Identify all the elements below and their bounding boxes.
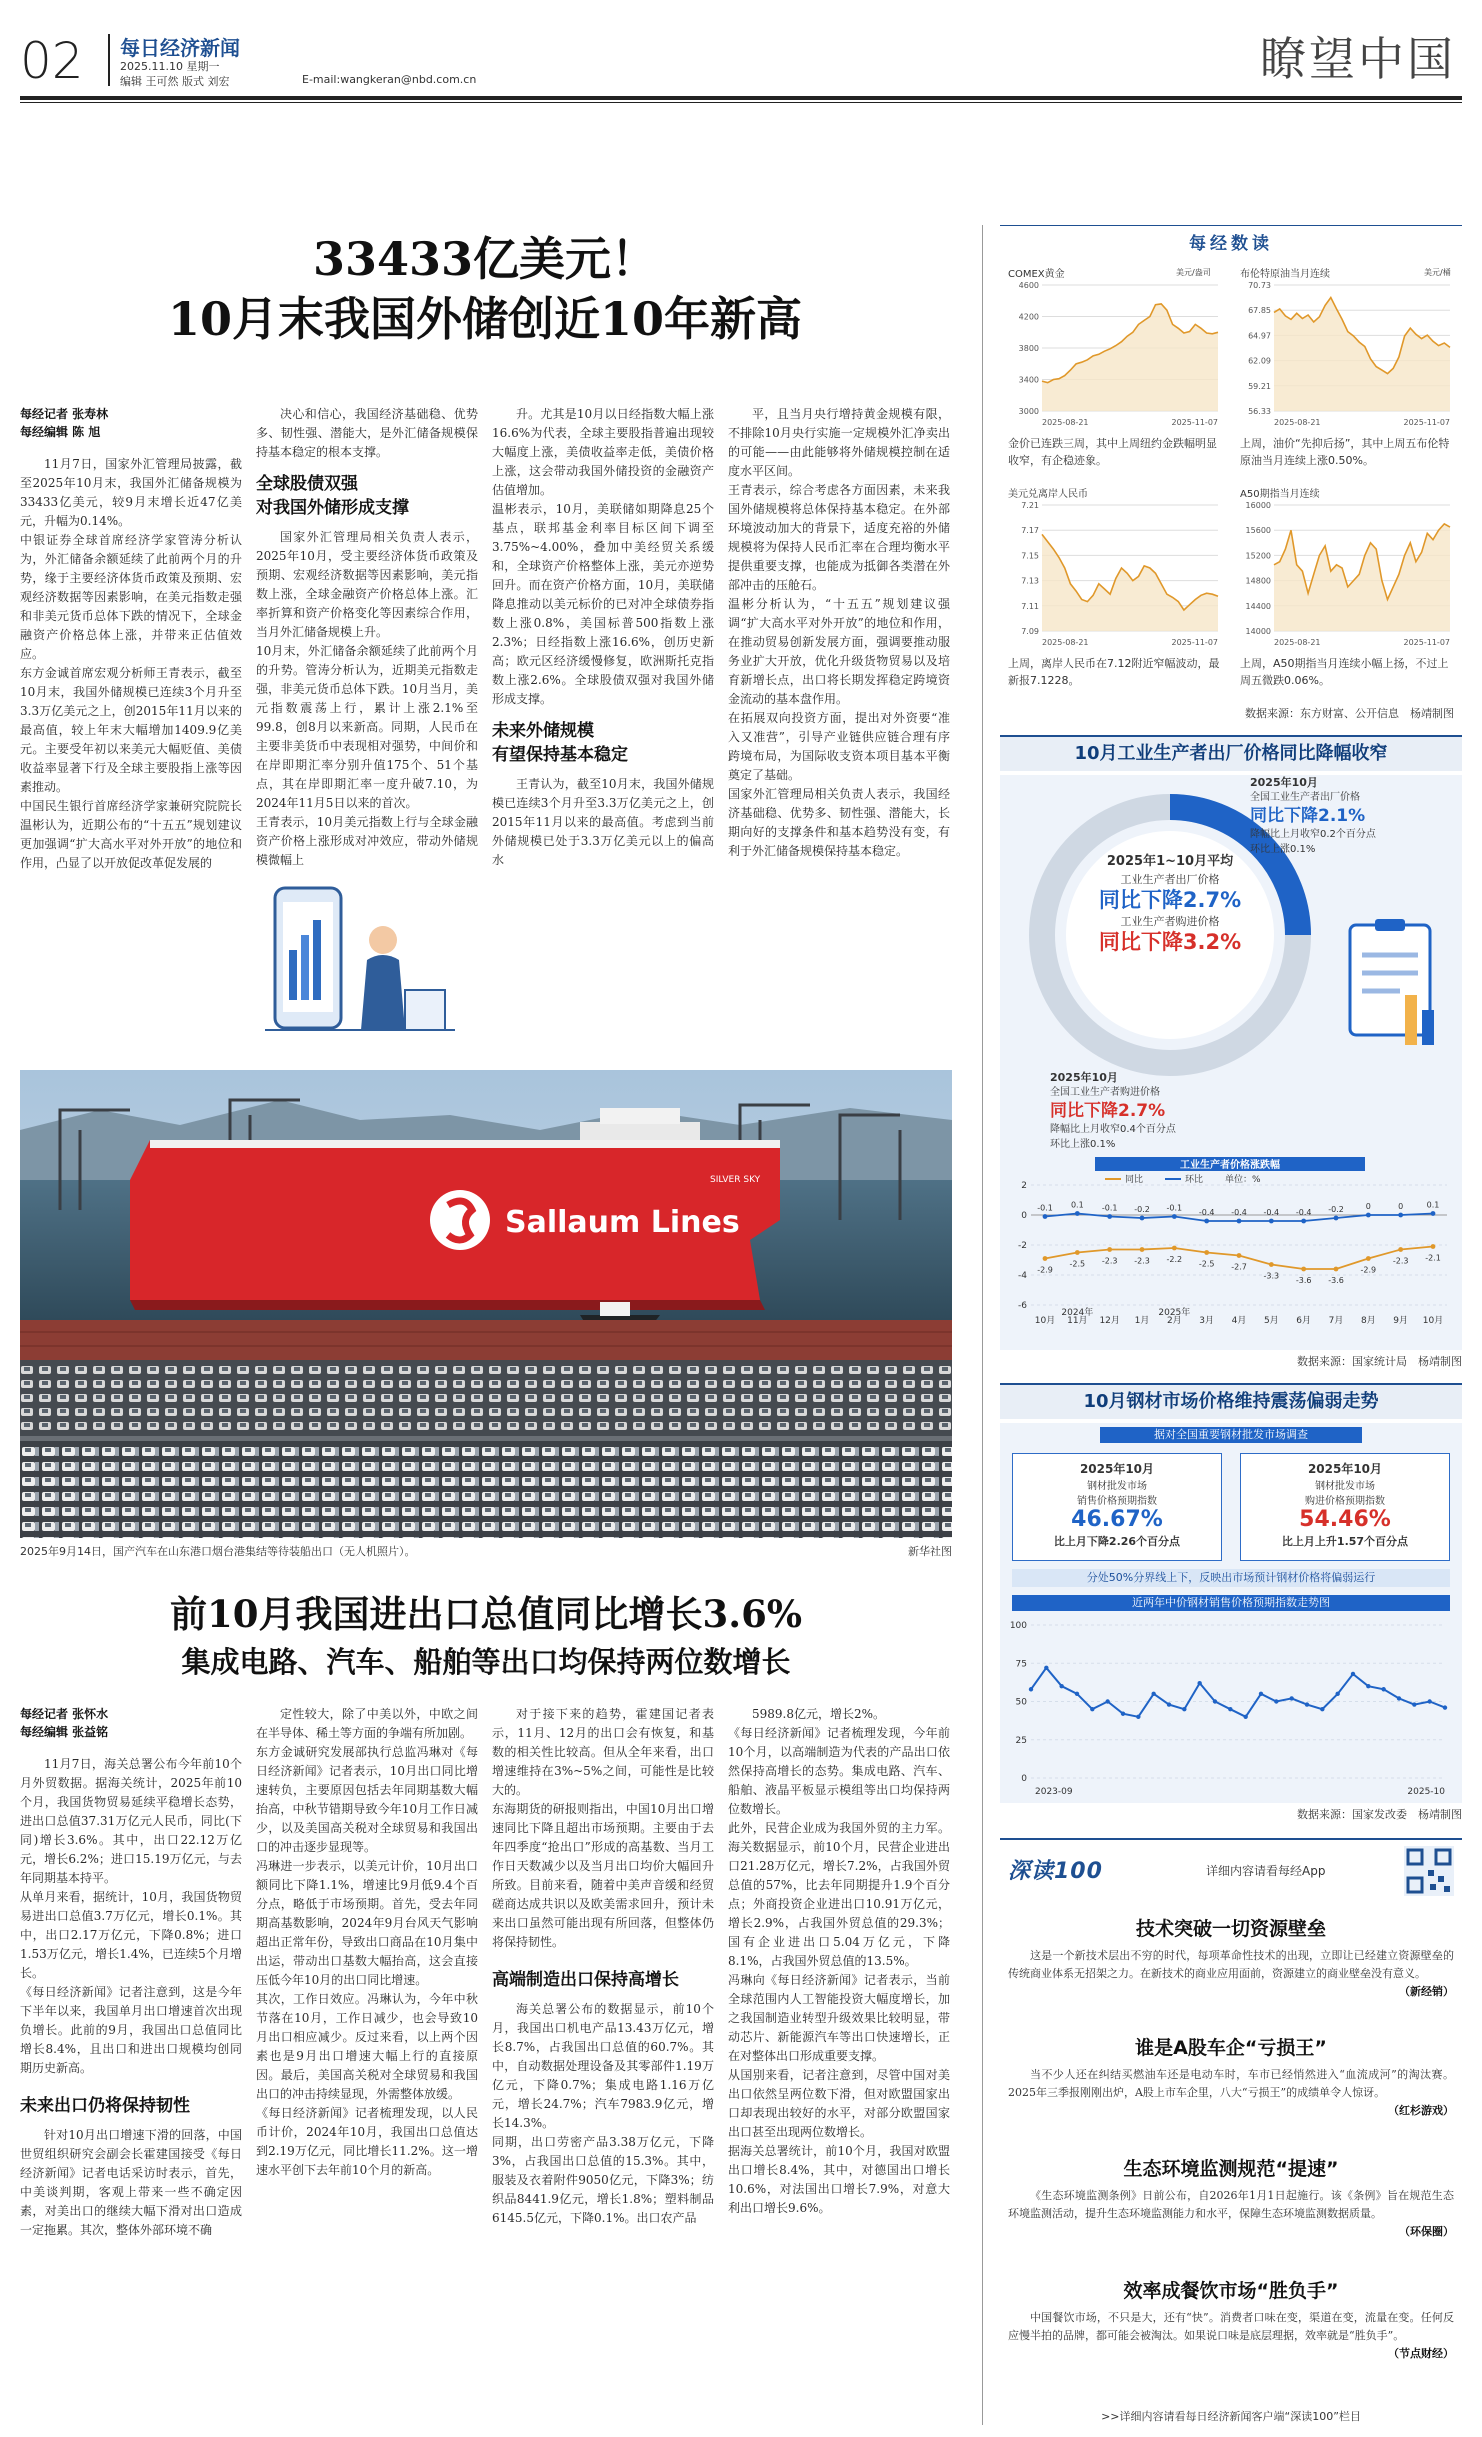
article1-col4 [728,405,950,1045]
ppi-center-title: 2025年1~10月平均 [1106,854,1234,869]
x-tick-label: 2025-11-07 [1403,418,1450,427]
data-point [1204,1219,1209,1224]
article1-headline [20,230,950,350]
y-tick-label: 2 [1021,1181,1027,1191]
x-tick-label: 2025-11-07 [1403,638,1450,647]
y-tick-label: 7.13 [1021,576,1039,586]
shendu-item-text: 当不少人还在纠结买燃油车还是电动车时，车市已经悄然进入“血流成河”的淘汰赛。2025年三季报刚刚出炉，A股上市车企里，八大“亏损王”的成绩单令人惊讶。 [1008,2068,1454,2099]
data-label: -0.2 [1328,1205,1344,1214]
y-tick-label: 14400 [1245,601,1271,611]
y-tick-label: 3800 [1018,344,1039,353]
x-tick-label: 2025-08-21 [1274,638,1321,647]
data-panel-top-rule [1000,225,1462,226]
data-point [1431,1211,1436,1216]
steel-trend-chart [1005,1615,1457,1800]
steel-box1-value: 46.67% [1071,1507,1163,1532]
ppi-box1-value: 同比下降2.1% [1250,806,1366,826]
y-tick-label: 50 [1015,1697,1027,1708]
steel-box2-foot: 比上月上升1.57个百分点 [1281,1535,1409,1548]
x-tick-label: 2月 [1166,1316,1182,1326]
y-tick-label: 59.21 [1248,381,1271,391]
x-tick-label: 2023-09 [1035,1787,1073,1797]
data-point [1351,1672,1355,1676]
data-label: -2.5 [1069,1259,1086,1269]
steel-trend-title: 近两年中价钢材销售价格预期指数走势图 [1012,1595,1450,1611]
data-point [1431,1244,1436,1249]
legend-label: 同比 [1125,1175,1144,1185]
data-point [1237,1253,1242,1258]
data-label: -3.3 [1263,1271,1280,1281]
ship-hull-label: SILVER SKY [710,1175,761,1185]
data-label: -2.3 [1101,1256,1118,1266]
x-tick-label: 12月 [1099,1316,1120,1326]
data-point [1043,1214,1048,1219]
y-tick-label: 7.11 [1021,601,1039,611]
x-tick-label: 5月 [1263,1316,1279,1326]
data-point [1289,1696,1293,1700]
data-point [1366,1256,1371,1261]
ppi-banner: 10月工业生产者出厂价格同比降幅收窄 [1000,735,1462,771]
ppi-box2-value: 同比下降2.7% [1050,1101,1166,1121]
article2-headline-line2: 集成电路、汽车、船舶等出口均保持两位数增长 [181,1645,791,1679]
article2-subhead2: 高端制造出口保持高增长 [492,1970,679,1990]
ppi-source: 数据来源：国家统计局 杨靖制图 [1297,1355,1462,1368]
y-tick-label: -6 [1018,1301,1027,1311]
data-point [1228,1707,1232,1711]
x-tick-label: 1月 [1134,1316,1150,1326]
data-point [1259,1692,1263,1696]
usdcny-chart [1008,499,1222,649]
shendu-item-title: 生态环境监测规范“提速” [1123,2158,1339,2180]
data-point [1172,1246,1177,1251]
page-header [20,30,1462,92]
data-point [1443,1705,1447,1709]
data-point [1105,1699,1109,1703]
article2-col4-text: 5989.8亿元，增长2%。 《每日经济新闻》记者梳理发现，今年前10个月，以高端制造为代表的产品出口依然保持高增长的态势。集成电路、汽车、船舶、液晶平板显示模组等出口均保持两位数增长。 此外，民营企业成为我国外贸的主力军。海关数据显示，前10个月，民营企业进出口21.28万亿元，增长7.2%，占我国外贸总值的57%，比去年同期提升1.9个百分点；外商投资企业进出口10.91万亿元，增长2.9%，占我国外贸总值的29.3%；国有企业进出口5.04万亿元，下降8.1%，占我国外贸总值的13.5%。 冯琳向《每日经济新闻》记者表示，当前全球范围内人工智能投资大幅度增长，加之我国制造业转型升级效果比较明显，带动芯片、新能源汽车等出口快速增长，正在对整体出口形成重要支撑。 从国别来看，记者注意到，尽管中国对美出口依然呈两位数下滑，但对欧盟国家出口却表现出较好的水平，对部分欧盟国家出口甚至出现两位数增长。 据海关总署统计，前10个月，我国对欧盟出口增长8.4%，其中，对德国出口增长10.6%，对法国出口增长7.9%，对意大利出口增长9.6%。 [728,1707,950,2215]
y-tick-label: 100 [1009,1621,1027,1631]
data-label: -0.1 [1101,1203,1118,1213]
y-tick-label: 70.73 [1248,281,1271,290]
ppi-box2-note2: 环比上涨0.1% [1050,1139,1116,1150]
steel-survey-bar: 据对全国重要钢材批发市场调查 [1100,1427,1362,1443]
comex-chart-note: 金价已连跌三周，其中上周纽约金跌幅明显收窄，有企稳迹象。 [1008,437,1217,467]
chart-title: 工业生产者价格涨跌幅 [1180,1160,1280,1171]
period-label: 2025年 [1158,1308,1191,1318]
ppi-box2-title: 2025年10月 [1050,1071,1118,1084]
ppi-box1-note2: 环比上涨0.1% [1250,844,1316,855]
brent-chart-note: 上周，油价“先抑后扬”，其中上周五布伦特原油当月连续上涨0.50%。 [1240,437,1450,467]
shendu-top-rule [1000,1838,1462,1840]
steel-box2-value: 54.46% [1299,1507,1391,1532]
article2-col1-text: 11月7日，海关总署公布今年前10个月外贸数据。据海关统计，2025年前10个月，我国货物贸易延续平稳增长态势，进出口总值37.31万亿元人民币，同比(下同)增长3.6%。其中，出口22.12万亿元，增长6.2%；进口15.19万亿元，与去年同期基本持平。 从单月来看，据统计，10月，我国货物贸易进出口总值3.7万亿元，增长0.1%。其中，出口2.17万亿元，下降0.8%；进口1.53万亿元，增长1.4%，已连续5个月增长。 《每日经济新闻》记者注意到，这是今年下半年以来，我国单月出口增速首次出现负增长。此前的9月，我国出口总值同比增长8.4%，且出口和进出口规模均创同期历史新高。 [20,1757,242,2075]
article2-col2 [256,1705,478,2430]
ppi-box1-note1: 降幅比上月收窄0.2个百分点 [1250,829,1376,840]
x-tick-label: 2025-08-21 [1274,418,1321,427]
article1-col2-text-b: 国家外汇管理局相关负责人表示，2025年10月，受主要经济体货币政策及预期、宏观经济数据等因素影响，美元指数上涨，全球金融资产价格总体上涨。汇率折算和资产价格变化等因素综合作用，当月外汇储备规模上升。 10月末，外汇储备余额延续了此前两个月的升势。管涛分析认为，近期美元指数走强，非美元货币总体下跌。10月当月，美元指数震荡上行，累计上涨2.1%至99.8，创8月以来新高。同期，人民币在主要非美货币中表现相对强势，中间价和在岸即期汇率分别升值175个、51个基点，其在岸即期汇率一度升破7.10，为2024年11月5日以来的首次。 王青表示，10月美元指数上行与全球金融资产价格上涨形成对冲效应，带动外储规模微幅上 [256,530,478,867]
data-label: -2.3 [1134,1256,1150,1266]
ppi-box2-note1: 降幅比上月收窄0.4个百分点 [1050,1124,1176,1135]
comex-chart-title: COMEX黄金 [1008,269,1065,280]
data-point [1213,1699,1217,1703]
editors: 编辑 王可然 版式 刘宏 [120,75,230,88]
y-tick-label: 64.97 [1248,331,1271,341]
y-tick-label: 4200 [1018,312,1039,322]
y-tick-label: 4600 [1018,281,1039,290]
usdcny-chart-title: 美元兑离岸人民币 [1008,489,1088,500]
shendu-item-source: （红杉游戏） [1388,2104,1454,2117]
comex-chart-unit: 美元/盎司 [1176,268,1211,277]
y-tick-label: 7.15 [1021,551,1039,561]
comex-chart [1008,279,1222,429]
article1-col1-text: 11月7日，国家外汇管理局披露，截至2025年10月末，我国外汇储备规模为33433亿美元，较9月末增长近47亿美元，升幅为0.14%。 中银证券全球首席经济学家管涛分析认为，外汇储备余额延续了此前两个月的升势，缘于主要经济体货币政策及预期、宏观经济数据等因素影响，在美元指数走强和非美元货币总体下跌的情况下，全球金融资产价格总体上涨，并带来正估值效应。 东方金诚首席宏观分析师王青表示，截至10月末，我国外储规模已连续3个月升至3.3万亿美元之上，创2015年11月以来的最高值，较上年末大幅增加1409.9亿美元。主要受年初以来美元大幅贬值、美债收益率显著下行及全球主要股指上涨等因素推动。 中国民生银行首席经济学家兼研究院院长温彬认为，近期公布的“十五五”规划建议更加强调“扩大高水平对外开放”的地位和作用，凸显了以开放促改革促发展的 [20,457,242,870]
port-photo [20,1070,952,1538]
x-tick-label: 8月 [1360,1316,1376,1326]
data-point [1243,1715,1247,1719]
ppi-box1-label: 全国工业生产者出厂价格 [1250,792,1360,803]
y-tick-label: 7.09 [1021,627,1039,636]
shendu-item [1008,1914,1454,1999]
clipboard-illustration [1330,915,1450,1055]
steel-purchase-box [1240,1453,1450,1561]
shendu-item-source: （节点财经） [1388,2347,1454,2360]
x-tick-label: 3月 [1199,1316,1215,1326]
chart-unit: 单位：% [1225,1175,1261,1185]
data-point [1075,1692,1079,1696]
data-point [1427,1699,1431,1703]
data-point [1398,1213,1403,1218]
page-number: 02 [20,32,84,90]
x-tick-label: 2025-11-07 [1171,418,1218,427]
article1-col3 [492,405,714,1045]
header-rule [20,96,1462,100]
shendu-item [1008,2276,1454,2361]
y-tick-label: -2 [1018,1241,1027,1251]
y-tick-label: 16000 [1245,501,1271,510]
data-point [1029,1687,1033,1691]
x-tick-label: 11月 [1067,1316,1088,1326]
data-point [1412,1702,1416,1706]
data-point [1320,1707,1324,1711]
section-title: 瞭望中国 [1260,32,1456,86]
photo-credit: 新华社图 [908,1545,952,1558]
y-tick-label: 15600 [1245,526,1271,536]
email: E-mail:wangkeran@nbd.com.cn [302,73,477,86]
paper-name: 每日经济新闻 [120,36,240,60]
x-tick-label: 6月 [1296,1316,1312,1326]
data-point [1167,1702,1171,1706]
data-label: -2.9 [1037,1265,1053,1275]
data-panel-title: 每经数读 [1170,229,1292,254]
data-label: 0.1 [1070,1200,1084,1210]
shendu-item-source: （环保圈） [1399,2225,1454,2238]
data-point [1335,1692,1339,1696]
data-label: -0.1 [1166,1203,1183,1213]
article1-col3-text-b: 王青认为，截至10月末，我国外储规模已连续3个月升至3.3万亿美元之上，创2015年11月以来的最高值。考虑到当前外储规模已处于3.3万亿美元以上的偏高水 [492,777,714,867]
series-area [1274,524,1450,631]
steel-split-note: 分处50%分界线上下，反映出市场预计钢材价格将偏弱运行 [1012,1569,1450,1587]
y-tick-label: 56.33 [1248,407,1271,416]
data-point [1044,1666,1048,1670]
steel-source: 数据来源：国家发改委 杨靖制图 [1297,1808,1462,1821]
data-label: 0 [1365,1202,1371,1211]
y-tick-label: 3000 [1018,407,1039,416]
steel-box2-l2: 购进价格预期指数 [1305,1496,1385,1507]
article1-subhead2: 未来外储规模 有望保持基本稳定 [492,721,628,765]
steel-banner: 10月钢材市场价格维持震荡偏弱走势 [1000,1383,1462,1419]
steel-box1-l2: 销售价格预期指数 [1077,1496,1157,1507]
y-tick-label: 3400 [1018,375,1039,385]
data-label: -0.4 [1295,1208,1312,1217]
y-tick-label: -4 [1018,1271,1027,1281]
article1-col2-text-a: 决心和信心，我国经济基础稳、优势多、韧性强、潜能大，是外汇储备规模保持基本稳定的根本支撑。 [256,407,478,459]
shendu-item-title: 效率成餐饮市场“胜负手” [1123,2280,1339,2302]
data-point [1204,1250,1209,1255]
y-tick-label: 25 [1015,1735,1027,1746]
data-point [1301,1267,1306,1272]
article2-col3 [492,1705,714,2430]
a50-chart-note: 上周，A50期指当月连续小幅上扬，不过上周五微跌0.06%。 [1240,657,1449,687]
data-point [1334,1216,1339,1221]
data-label: -2.3 [1392,1256,1409,1266]
data-point [1237,1219,1242,1224]
ppi-line-chart [1005,1155,1457,1345]
a50-chart-title: A50期指当月连续 [1240,489,1320,500]
period-label: 2024年 [1061,1308,1094,1318]
data-point [1274,1699,1278,1703]
ppi-center [1050,850,1290,955]
shendu-item-source: （新经销） [1399,1985,1454,1998]
steel-sales-box [1012,1453,1222,1561]
y-tick-label: 14000 [1245,627,1271,636]
y-tick-label: 14800 [1245,576,1271,586]
shendu-item [1008,2033,1454,2118]
steel-box2-title: 2025年10月 [1307,1462,1383,1476]
shendu-section [1000,1838,1462,2428]
x-tick-label: 2025-08-21 [1042,638,1089,647]
data-point [1398,1247,1403,1252]
steel-box1-foot: 比上月下降2.26个百分点 [1053,1535,1181,1548]
data-label: -3.6 [1328,1276,1344,1285]
y-tick-label: 75 [1015,1659,1027,1670]
shendu-item [1008,2154,1454,2239]
header-divider [108,34,110,86]
shendu-item-title: 技术突破一切资源壁垒 [1135,1918,1326,1940]
shendu-item-title: 谁是A股车企“亏损王” [1135,2037,1327,2059]
y-tick-label: 7.17 [1021,526,1039,536]
steel-box1-title: 2025年10月 [1079,1462,1155,1476]
article2-col3-text-b: 海关总署公布的数据显示，前10个月，我国出口机电产品13.43万亿元，增长8.7%，占我国出口总值的60.7%。其中，自动数据处理设备及其零部件1.19万亿元，下降0.7%；集成电路1.16万亿元，增长24.7%；汽车7983.9亿元，增长14.3%。 同期，出口劳密产品3.38万亿元，下降3%，占我国出口总值的15.3%。其中，服装及衣着附件9050亿元，下降3%；纺织品8441.9亿元，增长1.8%；塑料制品6145.5亿元，下降0.1%。出口农产品 [492,2002,714,2225]
right-column-divider [982,225,983,2425]
article2-headline-line1: 前10月我国进出口总值同比增长3.6% [169,1592,803,1636]
data-point [1269,1219,1274,1224]
header-rule-thin [20,102,1462,103]
steel-box1-l1: 钢材批发市场 [1087,1481,1147,1492]
series-area [1042,534,1218,631]
series-area [1042,304,1218,411]
article2-col1 [20,1705,242,2430]
data-label: -2.2 [1166,1255,1183,1264]
qr-code-icon[interactable] [1404,1846,1454,1896]
data-point [1366,1684,1370,1688]
x-tick-label: 2025-08-21 [1042,418,1089,427]
data-point [1075,1250,1080,1255]
data-point [1090,1707,1094,1711]
data-point [1075,1211,1080,1216]
ppi-box-ex-factory [1250,775,1450,857]
data-point [1301,1219,1306,1224]
y-tick-label: 0 [1021,1774,1027,1784]
data-panel-source: 数据来源：东方财富、公开信息 杨靖制图 [1245,707,1454,720]
shendu-footer: >>详细内容请看每日经济新闻客户端“深读100”栏目 [1101,2410,1361,2423]
article2-col4 [728,1705,950,2430]
data-point [1151,1692,1155,1696]
article1-reporter: 每经记者 张寿林 [20,407,109,421]
legend-label: 环比 [1185,1175,1204,1185]
data-label: -0.4 [1231,1208,1247,1217]
data-label: 0.1 [1426,1200,1440,1210]
steel-panel [1000,1423,1462,1803]
ppi-box2-label: 全国工业生产者购进价格 [1050,1087,1160,1098]
data-point [1107,1247,1112,1252]
article1-col4-text: 平，且当月央行增持黄金规模有限，不排除10月央行实施一定规模外汇净卖出的可能——由此能够将外储规模控制在适度水平区间。 王青表示，综合考虑各方面因素，未来我国外储规模将总体保持基本稳定。在外部环境波动加大的背景下，适度充裕的外储规模将为保持人民币汇率在合理均衡水平提供重要支撑，也能成为抵御各类潜在外部冲击的压舱石。 温彬分析认为，“十五五”规划建议强调“扩大高水平对外开放”的地位和作用，在推动贸易创新发展方面，强调要推动服务业扩大开放，优化升级货物贸易以及培育新增长点，出口将长期发挥稳定跨境资金流动的基本盘作用。 在拓展双向投资方面，提出对外资要“准入又准营”，引导产业链供应链合理有序跨境布局，为国际收支资本项目基本平衡奠定了基础。 国家外汇管理局相关负责人表示，我国经济基础稳、优势多、韧性强、潜能大，长期向好的支撑条件和基本趋势没有变，有利于外汇储备规模保持基本稳定。 [728,407,950,858]
x-tick-label: 7月 [1328,1316,1344,1326]
article1-headline-line2: 10月末我国外储创近10年新高 [167,292,803,346]
data-point [1140,1247,1145,1252]
data-point [1140,1216,1145,1221]
brent-chart-unit: 美元/桶 [1424,268,1451,277]
ppi-center-label2: 工业生产者购进价格 [1120,915,1220,928]
x-tick-label: 10月 [1422,1316,1444,1326]
data-point [1121,1712,1125,1716]
y-tick-label: 0 [1021,1211,1027,1221]
article1-headline-line1: 33433亿美元！ [312,232,658,286]
data-point [1107,1214,1112,1219]
ppi-center-value2: 同比下降3.2% [1098,930,1242,954]
data-point [1381,1687,1385,1691]
steel-box2-l1: 钢材批发市场 [1315,1481,1375,1492]
shendu-logo: 深读100 [1008,1859,1103,1884]
data-point [1366,1213,1371,1218]
a50-chart [1240,499,1454,649]
x-tick-label: 10月 [1034,1316,1056,1326]
data-point [1059,1684,1063,1688]
data-label: -2.9 [1360,1265,1377,1275]
y-tick-label: 7.21 [1021,501,1039,510]
series-area [1274,298,1450,412]
data-point [1172,1214,1177,1219]
shendu-app-note: 详细内容请看每经App [1206,1864,1326,1878]
x-tick-label: 2025-10 [1407,1787,1445,1797]
article2-col3-text-a: 对于接下来的趋势，霍建国记者表示，11月、12月的出口会有恢复，和基数的相关性比较高。但从全年来看，出口增速维持在3%~5%之间，可能性是比较大的。 东海期货的研报则指出，中国10月出口增速同比下降且超出市场预期。主要由于去年四季度“抢出口”形成的高基数、当月工作日天数减少以及当月出口均价大幅回升所致。目前来看，随着中美声音缓和经贸磋商达成共识以及欧美需求回升，预计未来出口虽然可能出现有所回落，但整体仍将保持韧性。 [492,1707,714,1949]
photo-caption: 2025年9月14日，国产汽车在山东港口烟台港集结等待装船出口（无人机照片）。 [20,1545,416,1558]
issue-date: 2025.11.10 星期一 [120,60,220,73]
brent-chart [1240,279,1454,429]
shendu-item-text: 《生态环境监测条例》日前公布，自2026年1月1日起施行。该《条例》旨在规范生态环境监测活动，提升生态环境监测能力和水平，保障生态环境监测数据质量。 [1008,2189,1454,2220]
article1-subhead1: 全球股债双强 对我国外储形成支撑 [256,474,409,518]
shendu-item-text: 中国餐饮市场，不只是大，还有“快”。消费者口味在变，渠道在变，流量在变。任何反应慢半拍的品牌，都可能会被淘汰。如果说口味是底层理据，效率就是“胜负手”。 [1008,2311,1454,2342]
data-point [1182,1707,1186,1711]
phone-illustration [255,880,465,1050]
ppi-panel [1000,775,1462,1350]
x-tick-label: 4月 [1231,1316,1247,1326]
data-point [1269,1262,1274,1267]
y-tick-label: 15200 [1245,551,1271,561]
article2-editor: 每经编辑 张益铭 [20,1725,109,1739]
article1-editor: 每经编辑 陈 旭 [20,425,101,439]
data-label: -0.4 [1263,1208,1280,1217]
x-tick-label: 9月 [1393,1316,1409,1326]
article2-col2-text: 定性较大，除了中美以外，中欧之间在半导体、稀土等方面的争端有所加剧。 东方金诚研究发展部执行总监冯琳对《每日经济新闻》记者表示，10月出口同比增速转负，主要原因包括去年同期基数大幅抬高，中秋节错期导致今年10月工作日减少，以及美国高关税对全球贸易和我国出口的冲击逐步显现等。 冯琳进一步表示，以美元计价，10月出口额同比下降1.1%，增速比9月低9.4个百分点，略低于市场预期。首先，受去年同期高基数影响，2024年9月台风天气影响超出正常年份，导致出口商品在10月集中出运，带动出口基数大幅抬高，这会直接压低今年10月的出口同比增速。 其次，工作日效应。冯琳认为，今年中秋节落在10月，工作日减少，也会导致10月出口相应减少。反过来看，以上两个因素也是9月出口增速大幅上行的直接原因。最后，美国高关税对全球贸易和我国出口的冲击持续显现，外需整体放缓。 《每日经济新闻》记者梳理发现，以人民币计价，2024年10月，我国出口总值达到2.19万亿元，同比增长11.2%。这一增速水平创下去年前10个月的新高。 [256,1707,478,2177]
y-tick-label: 62.09 [1248,356,1271,366]
data-point [1136,1715,1140,1719]
shendu-item-text: 这是一个新技术层出不穷的时代，每项革命性技术的出现，立即让已经建立资源壁垒的传统商业体系无招架之力。在新技术的商业应用面前，资源建立的商业壁垒没有意义。 [1008,1949,1454,1980]
article2-reporter: 每经记者 张怀水 [20,1707,109,1721]
data-point [1305,1702,1309,1706]
ship-name: Sallaum Lines [505,1205,740,1240]
data-label: -2.1 [1425,1253,1441,1263]
data-label: -3.6 [1295,1276,1312,1285]
data-label: -0.4 [1198,1208,1215,1217]
data-point [1334,1267,1339,1272]
data-point [1043,1256,1048,1261]
data-label: -2.5 [1198,1259,1215,1269]
ppi-box-purchase [1050,1070,1270,1152]
usdcny-chart-note: 上周，离岸人民币在7.12附近窄幅波动，最新报7.1228。 [1008,657,1220,687]
article2-headline [20,1588,952,1684]
article2-col1-text-b: 针对10月出口增速下滑的回落，中国世贸组织研究会副会长霍建国接受《每日经济新闻》记者电话采访时表示，首先，中美谈判期，客观上带来一些不确定因素，对美出口的继续大幅下滑对出口造成一定拖累。其次，整体外部环境不确 [20,2128,242,2237]
brent-chart-title: 布伦特原油当月连续 [1240,269,1330,280]
data-point [1197,1681,1201,1685]
ppi-center-label1: 工业生产者出厂价格 [1120,873,1220,886]
article2-subhead1: 未来出口仍将保持韧性 [20,2096,190,2116]
article1-col1 [20,405,242,1045]
data-label: -0.2 [1134,1205,1150,1214]
data-label: -0.1 [1037,1203,1053,1213]
data-label: -2.7 [1231,1262,1247,1272]
data-point [1397,1696,1401,1700]
ppi-box1-title: 2025年10月 [1250,776,1318,789]
x-tick-label: 2025-11-07 [1171,638,1218,647]
data-label: 0 [1398,1202,1404,1211]
ppi-center-value1: 同比下降2.7% [1098,888,1242,912]
article1-col3-text-a: 升。尤其是10月以日经指数大幅上涨16.6%为代表，全球主要股指普遍出现较大幅度上涨，美债收益率走低，美债价格上涨，这会带动我国外储投资的金融资产估值增加。 温彬表示，10月，美联储如期降息25个基点，联邦基金利率目标区间下调至3.75%~4.00%，叠加中美经贸关系缓和，全球资产价格整体上涨，美元亦逆势回升。而在资产价格方面，10月，美联储降息推动以美元标价的已对冲全球债券指数上涨0.8%，美国标普500指数上涨2.3%；日经指数上涨16.6%，创历史新高；欧元区经济缓慢修复，欧洲斯托克指数上涨2.6%。全球股债双强对我国外储形成支撑。 [492,407,714,706]
data-panel [1000,225,1462,725]
y-tick-label: 67.85 [1248,306,1271,316]
